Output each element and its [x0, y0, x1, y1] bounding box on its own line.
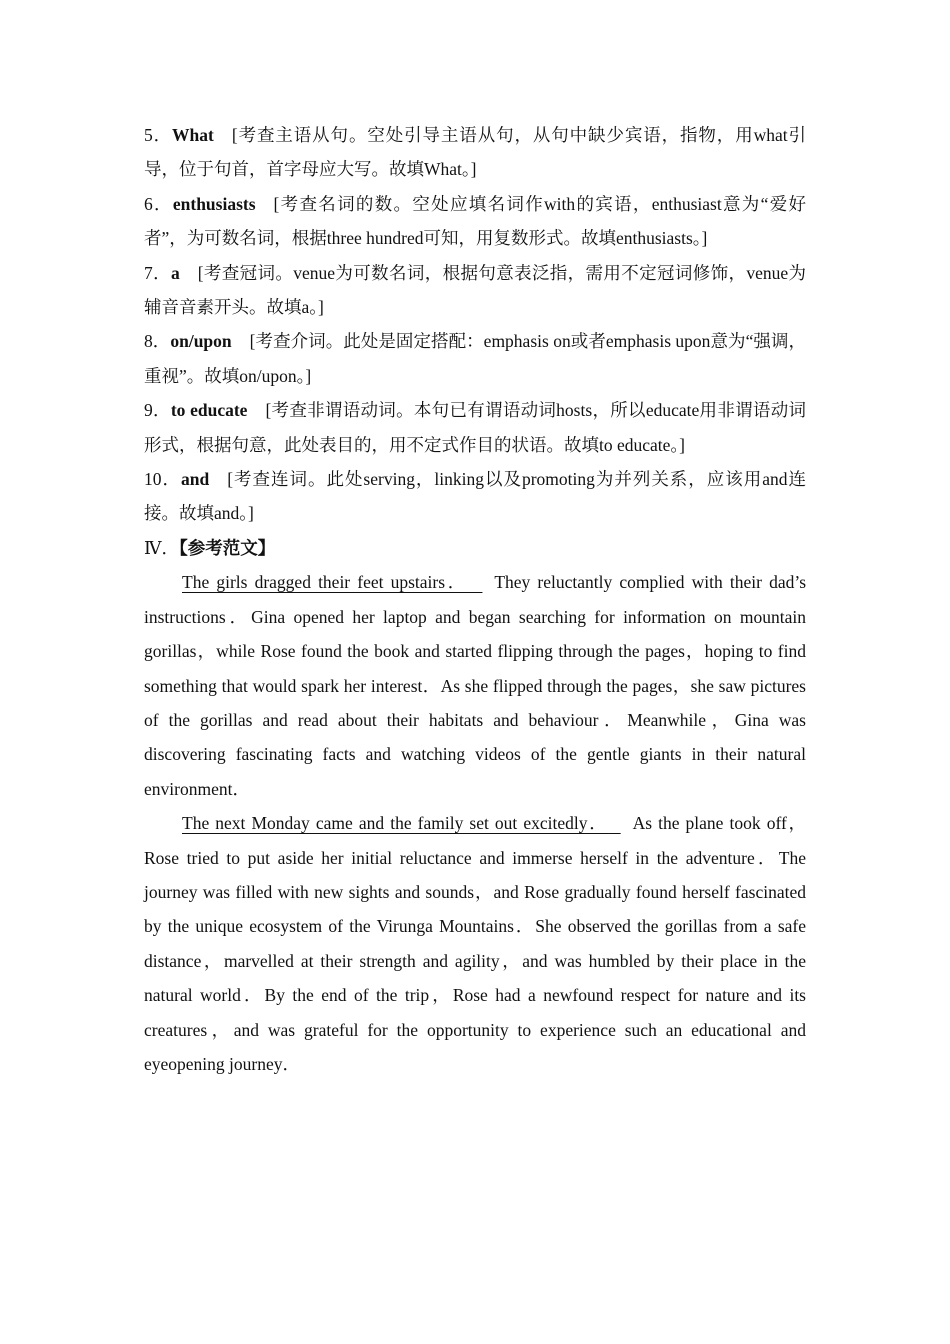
item-number: 5． — [144, 125, 173, 145]
item-number: 7． — [144, 262, 171, 283]
document-page — [144, 118, 806, 1081]
paragraph-body: As the plane took off，Rose tried to put aside her initial reluctance and immerse herself in the adventure．The journey was filled with new sights and sounds，and Rose gradually found herself fascinated by the unique ecosystem of the Virunga Mountains．She observed the gorillas from a safe distance，marvelled at their strength and agility，and was humbled by their place in the natural world．By the end of the trip，Rose had a newfound respect for nature and its creatures，and was grateful for the opportunity to experience such an educational and eyeopening journey． — [144, 813, 806, 1074]
section-heading — [144, 531, 806, 565]
answer-word: enthusiasts — [172, 193, 256, 214]
answer-item-9 — [144, 393, 806, 462]
answer-item-6 — [144, 187, 806, 256]
answer-item-10 — [144, 462, 806, 531]
item-number: 8． — [144, 331, 171, 352]
paragraph-lead-sentence: The next Monday came and the family set out excitedly． — [182, 813, 609, 834]
answer-explanation: [考查非谓语动词。本句已有谓语动词hosts，所以educate用非谓语动词形式，根据句意，此处表目的，用不定式作目的状语。故填to educate。] — [144, 400, 806, 455]
answer-word: on/upon — [170, 331, 232, 352]
section-title: 【参考范文】 — [178, 537, 276, 558]
answer-explanation: [考查介词。此处是固定搭配：emphasis on或者emphasis upon意为“强调，重视”。故填on/upon。] — [144, 331, 807, 386]
answer-item-5 — [144, 118, 806, 187]
answer-item-7 — [144, 256, 806, 325]
answer-word: to educate — [170, 400, 248, 421]
answer-item-8 — [144, 324, 806, 393]
essay-paragraph-2 — [144, 806, 806, 1081]
answer-explanation: [考查连词。此处serving，linking以及promoting为并列关系，应该用and连接。故填and。] — [144, 469, 806, 524]
answer-word: a — [170, 262, 180, 283]
essay-paragraph-1 — [144, 565, 806, 806]
answer-word: and — [180, 469, 210, 490]
answer-explanation: [考查主语从句。空处引导主语从句，从句中缺少宾语，指物，用what引导，位于句首，首字母应大写。故填What。] — [144, 125, 807, 180]
paragraph-body: They reluctantly complied with their dad’s instructions．Gina opened her laptop and began searching for information on mountain gorillas，while Rose found the book and started flipping through the pages，hoping to find something that would spark her interest．As she flipped through the pages，she saw pictures of the gorillas and read about their habitats and behaviour．Meanwhile，Gina was discovering fascinating facts and watching videos of the gentle giants in their natural environment． — [144, 572, 807, 799]
answer-explanation: [考查名词的数。空处应填名词作with的宾语，enthusiast意为“爱好者”，为可数名词，根据three hundred可知，用复数形式。故填enthusiasts。] — [144, 193, 806, 249]
item-number: 9． — [144, 400, 171, 421]
answer-word: What — [172, 125, 214, 145]
paragraph-lead-sentence: The girls dragged their feet upstairs． — [182, 572, 469, 593]
item-number: 6． — [144, 193, 173, 214]
item-number: 10． — [144, 469, 181, 490]
section-numeral: Ⅳ． — [144, 537, 179, 558]
answer-explanation: [考查冠词。venue为可数名词，根据句意表泛指，需用不定冠词修饰，venue为辅音音素开头。故填a。] — [144, 262, 806, 318]
